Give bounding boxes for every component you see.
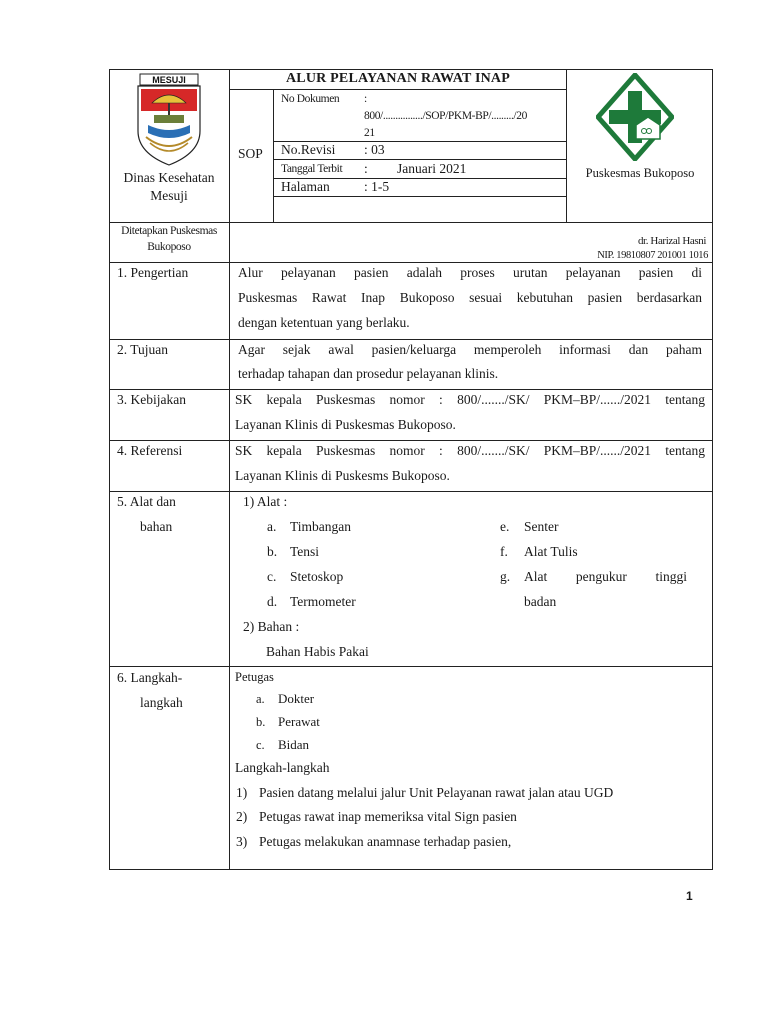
alat-item: Alat pengukur tinggi xyxy=(524,569,687,584)
mesuji-logo xyxy=(134,73,204,169)
section-alat-label: 5. Alat dan xyxy=(117,494,176,509)
doc-no-label: No Dokumen xyxy=(281,93,340,105)
sop-label: SOP xyxy=(238,146,263,161)
row-line xyxy=(109,339,713,340)
alat-item: Stetoskop xyxy=(290,569,344,584)
alat-item: Senter xyxy=(524,519,559,534)
tujuan-line: terhadap tahapan dan prosedur pelayanan klinis. xyxy=(238,366,499,381)
alat-marker: f. xyxy=(500,544,508,559)
revisi-label: No.Revisi xyxy=(281,142,336,157)
row-line xyxy=(109,389,713,390)
header-right-divider xyxy=(566,69,567,222)
row-line xyxy=(109,666,713,667)
alat-marker: e. xyxy=(500,519,510,534)
bahan-heading: 2) Bahan : xyxy=(243,619,300,634)
ditetapkan-line1: Ditetapkan Puskesmas xyxy=(121,225,217,237)
referensi-line: SK kepala Puskesmas nomor : 800/......./SK/ PKM–BP/....../2021 tentang xyxy=(235,443,705,458)
alat-marker: a. xyxy=(267,519,277,534)
tujuan-line: Agar sejak awal pasien/keluarga memperoleh informasi dan paham xyxy=(238,342,702,357)
org-left-line2: Mesuji xyxy=(150,188,188,203)
petugas-marker: b. xyxy=(256,715,266,729)
step-text: Pasien datang melalui jalur Unit Pelayanan rawat jalan atau UGD xyxy=(259,785,614,800)
row-line xyxy=(109,491,713,492)
step-text: Petugas melakukan anamnase terhadap pasien, xyxy=(259,834,512,849)
petugas-item: Bidan xyxy=(278,737,310,752)
doc-no-value: 800/................/SOP/PKM-BP/........./20 xyxy=(364,110,527,122)
title-underline xyxy=(229,89,567,90)
section-referensi-label: 4. Referensi xyxy=(117,443,183,458)
pengertian-line: dengan ketentuan yang berlaku. xyxy=(238,315,410,330)
column-divider xyxy=(229,69,230,870)
petugas-marker: c. xyxy=(256,738,265,752)
org-right: Puskesmas Bukoposo xyxy=(585,166,695,180)
org-left-line1: Dinas Kesehatan xyxy=(123,170,215,185)
section-kebijakan-label: 3. Kebijakan xyxy=(117,392,186,407)
step-marker: 1) xyxy=(236,785,248,800)
ditetapkan-line2: Bukoposo xyxy=(147,241,191,253)
alat-item: Alat Tulis xyxy=(524,544,578,559)
revisi-value: : 03 xyxy=(364,142,385,157)
mesuji-crest-icon xyxy=(134,73,204,169)
alat-marker: c. xyxy=(267,569,277,584)
langkah-heading: Langkah-langkah xyxy=(235,760,330,775)
alat-item: Tensi xyxy=(290,544,320,559)
petugas-item: Dokter xyxy=(278,691,315,706)
section-langkah-label-cont: langkah xyxy=(140,695,183,710)
row-line xyxy=(109,440,713,441)
puskesmas-cross-icon xyxy=(596,73,674,161)
alat-heading: 1) Alat : xyxy=(243,494,288,509)
signer-name: dr. Harizal Hasni xyxy=(637,235,706,247)
signer-nip: NIP. 19810807 201001 1016 xyxy=(597,250,708,261)
header-inner-divider xyxy=(273,89,274,222)
alat-marker: d. xyxy=(267,594,278,609)
puskesmas-logo xyxy=(596,73,674,161)
petugas-marker: a. xyxy=(256,692,265,706)
section-tujuan-label: 2. Tujuan xyxy=(117,342,169,357)
tanggal-label: Tanggal Terbit xyxy=(281,163,343,175)
bahan-value: Bahan Habis Pakai xyxy=(266,644,369,659)
pengertian-line: Puskesmas Rawat Inap Bukoposo sesuai kebutuhan pasien berdasarkan xyxy=(238,290,702,305)
page-number: 1 xyxy=(686,889,693,903)
step-text: Petugas rawat inap memeriksa vital Sign pasien xyxy=(259,809,517,824)
alat-item: Timbangan xyxy=(290,519,352,534)
alat-marker: b. xyxy=(267,544,278,559)
alat-item-cont: badan xyxy=(524,594,557,609)
halaman-value: : 1-5 xyxy=(364,179,390,194)
petugas-heading: Petugas xyxy=(235,670,274,684)
step-marker: 3) xyxy=(236,834,248,849)
page-title: ALUR PELAYANAN RAWAT INAP xyxy=(286,71,510,86)
halaman-label: Halaman xyxy=(281,179,330,194)
section-langkah-label: 6. Langkah- xyxy=(117,670,183,685)
docinfo-line xyxy=(273,196,567,197)
alat-marker: g. xyxy=(500,569,511,584)
pengertian-line: Alur pelayanan pasien adalah proses urutan pelayanan pasien di xyxy=(238,265,702,280)
section-alat-label-cont: bahan xyxy=(140,519,173,534)
alat-item: Termometer xyxy=(290,594,356,609)
referensi-line: Layanan Klinis di Puskesms Bukoposo. xyxy=(235,468,450,483)
kebijakan-line: SK kepala Puskesmas nomor : 800/......./SK/ PKM–BP/....../2021 tentang xyxy=(235,392,705,407)
doc-no-colon: : xyxy=(364,93,367,105)
section-pengertian-label: 1. Pengertian xyxy=(117,265,189,280)
step-marker: 2) xyxy=(236,809,248,824)
tanggal-value: Januari 2021 xyxy=(397,161,467,176)
logo-text: MESUJI xyxy=(152,75,186,85)
petugas-item: Perawat xyxy=(278,714,320,729)
kebijakan-line: Layanan Klinis di Puskesmas Bukoposo. xyxy=(235,417,456,432)
doc-no-value-cont: 21 xyxy=(364,127,375,139)
tanggal-colon: : xyxy=(364,161,368,176)
